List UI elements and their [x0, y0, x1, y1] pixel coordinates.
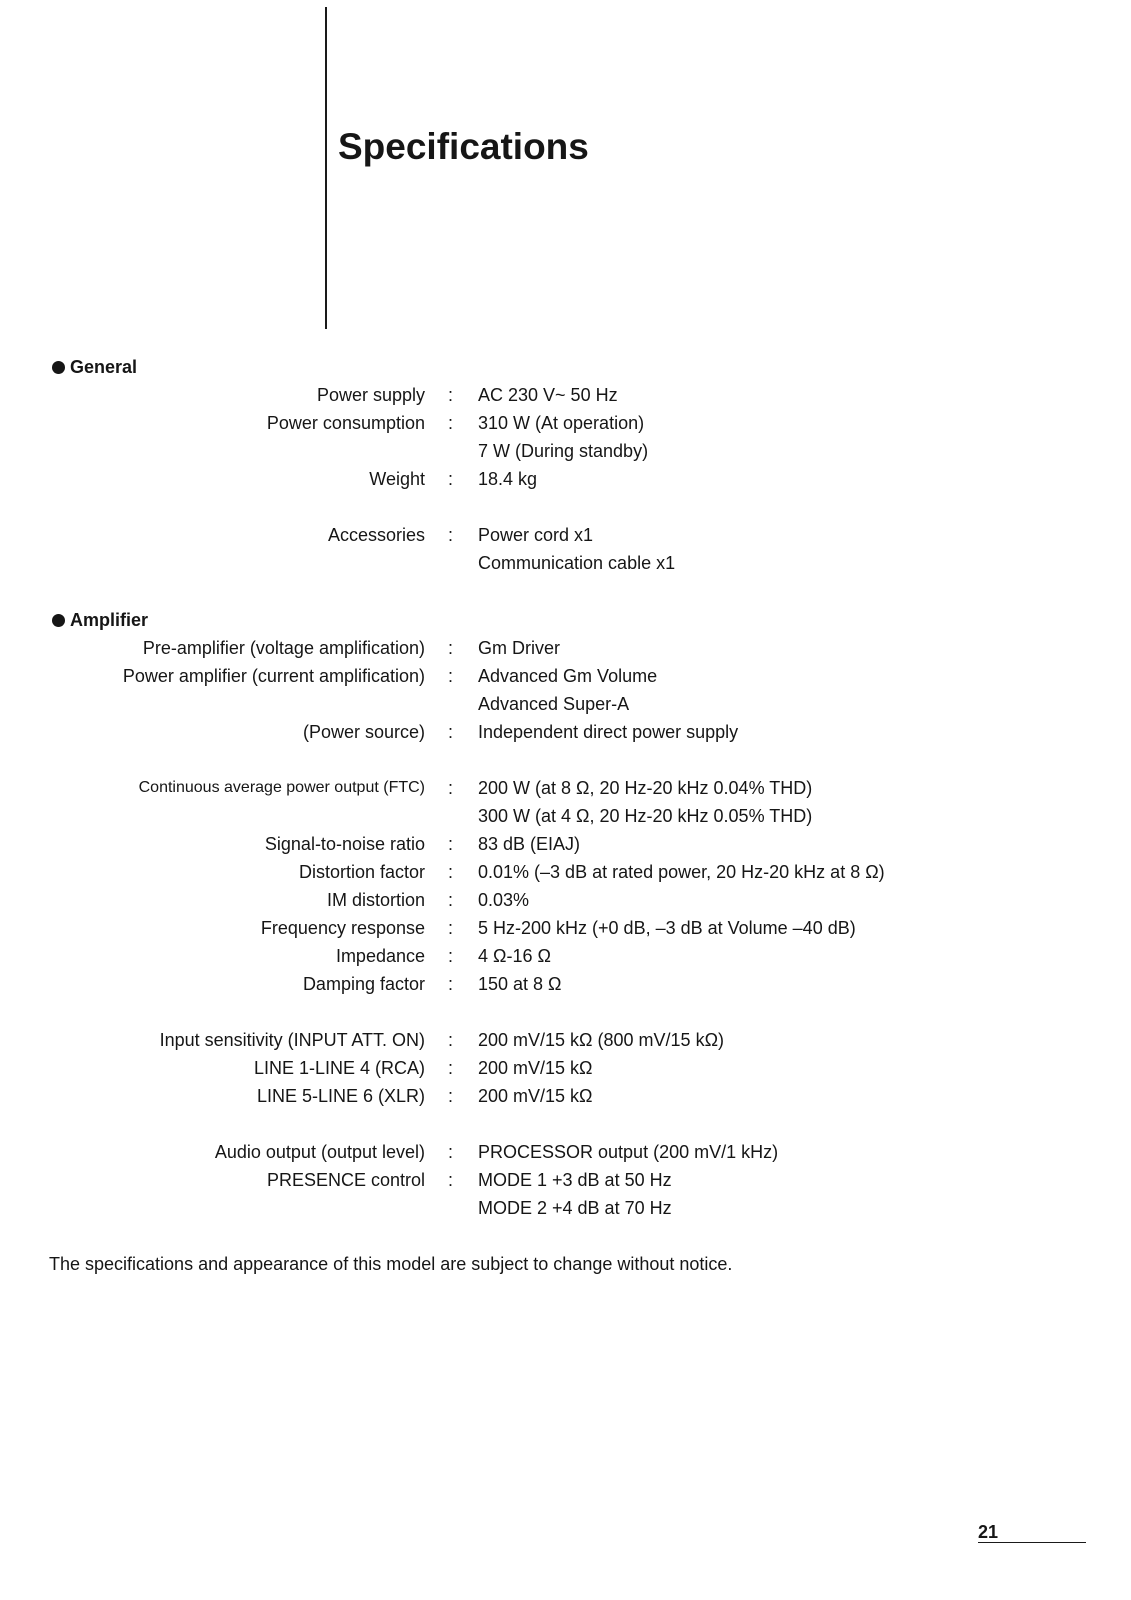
- spec-value: MODE 1 +3 dB at 50 Hz: [478, 1170, 672, 1190]
- spec-colon: :: [448, 834, 454, 854]
- spec-row-pre-amplifier: [0, 634, 1131, 662]
- spec-row-snr: [0, 830, 1131, 858]
- section-heading-general: [52, 356, 137, 378]
- spec-value: Independent direct power supply: [478, 722, 739, 742]
- spec-colon: :: [448, 974, 454, 994]
- spec-colon: :: [448, 1170, 454, 1190]
- spec-value: 0.03%: [478, 890, 530, 910]
- spec-label: Power consumption: [266, 413, 425, 433]
- spec-label: Power amplifier (current amplification): [122, 666, 425, 686]
- spec-label: Damping factor: [302, 974, 425, 994]
- spec-label: (Power source): [302, 722, 425, 742]
- spec-value: 200 mV/15 kΩ: [478, 1086, 593, 1106]
- spec-colon: :: [448, 525, 454, 545]
- spec-row-presence-control: [0, 1166, 1131, 1194]
- spec-colon: :: [448, 918, 454, 938]
- spec-label: Frequency response: [260, 918, 425, 938]
- spec-colon: :: [448, 666, 454, 686]
- spec-label: Power supply: [316, 385, 425, 405]
- spec-value: 0.01% (–3 dB at rated power, 20 Hz-20 kHz at 8 Ω): [478, 862, 885, 882]
- spec-label: IM distortion: [326, 890, 425, 910]
- spec-value: Advanced Gm Volume: [478, 666, 658, 686]
- spec-value: 4 Ω-16 Ω: [478, 946, 551, 966]
- spec-value: 200 W (at 8 Ω, 20 Hz-20 kHz 0.04% THD): [478, 778, 813, 798]
- page-number: 21: [978, 1522, 999, 1542]
- spec-label: Accessories: [327, 525, 425, 545]
- spec-row-line-xlr: [0, 1082, 1131, 1110]
- bullet-icon: [52, 361, 65, 374]
- section-heading-text: Amplifier: [70, 610, 149, 630]
- spec-value: 5 Hz-200 kHz (+0 dB, –3 dB at Volume –40 dB): [478, 918, 856, 938]
- spec-row-line-rca: [0, 1054, 1131, 1082]
- spec-row-power-source: [0, 718, 1131, 746]
- spec-label: Audio output (output level): [214, 1142, 425, 1162]
- spec-colon: :: [448, 862, 454, 882]
- spec-row-frequency-response: [0, 914, 1131, 942]
- spec-value: 200 mV/15 kΩ (800 mV/15 kΩ): [478, 1030, 725, 1050]
- spec-colon: :: [448, 778, 454, 798]
- spec-row-continuous-power-4ohm: [0, 802, 1131, 830]
- spec-value: 18.4 kg: [478, 469, 538, 489]
- page-number-rule: [978, 1542, 1086, 1543]
- spec-row-input-sensitivity: [0, 1026, 1131, 1054]
- spec-value: 300 W (at 4 Ω, 20 Hz-20 kHz 0.05% THD): [478, 806, 813, 826]
- spec-value: MODE 2 +4 dB at 70 Hz: [478, 1198, 672, 1218]
- page-title: Specifications: [338, 126, 589, 167]
- spec-colon: :: [448, 638, 454, 658]
- title-vertical-rule: [325, 7, 327, 329]
- spec-label: Input sensitivity (INPUT ATT. ON): [159, 1030, 425, 1050]
- spec-row-power-amplifier: [0, 662, 1131, 690]
- spec-label: Distortion factor: [298, 862, 425, 882]
- spec-row-im-distortion: [0, 886, 1131, 914]
- spec-row-power-amplifier-2: [0, 690, 1131, 718]
- spec-value: 150 at 8 Ω: [478, 974, 562, 994]
- section-heading-amplifier: [52, 609, 148, 631]
- spec-value: 7 W (During standby): [478, 441, 649, 461]
- spec-label: Pre-amplifier (voltage amplification): [142, 638, 425, 658]
- section-heading-text: General: [70, 357, 138, 377]
- spec-row-continuous-power: [0, 774, 1131, 802]
- spec-colon: :: [448, 890, 454, 910]
- spec-row-weight: [0, 465, 1131, 493]
- spec-colon: :: [448, 469, 454, 489]
- spec-colon: :: [448, 413, 454, 433]
- spec-label: Continuous average power output (FTC): [138, 779, 425, 796]
- spec-row-audio-output: [0, 1138, 1131, 1166]
- spec-label: Weight: [369, 469, 425, 489]
- spec-colon: :: [448, 946, 454, 966]
- spec-value: Power cord x1: [478, 525, 594, 545]
- spec-label: Signal-to-noise ratio: [264, 834, 425, 854]
- spec-label: Impedance: [335, 946, 425, 966]
- spec-label: LINE 1-LINE 4 (RCA): [253, 1058, 425, 1078]
- spec-row-damping-factor: [0, 970, 1131, 998]
- spec-colon: :: [448, 1058, 454, 1078]
- spec-value: 83 dB (EIAJ): [478, 834, 581, 854]
- spec-label: PRESENCE control: [266, 1170, 425, 1190]
- spec-value: AC 230 V~ 50 Hz: [478, 385, 618, 405]
- spec-value: 310 W (At operation): [478, 413, 645, 433]
- spec-row-accessories: [0, 521, 1131, 549]
- footnote: The specifications and appearance of this model are subject to change without notice.: [49, 1254, 733, 1274]
- spec-row-presence-mode2: [0, 1194, 1131, 1222]
- bullet-icon: [52, 614, 65, 627]
- spec-row-accessories-cable: [0, 549, 1131, 577]
- spec-value: Gm Driver: [478, 638, 560, 658]
- spec-row-power-consumption: [0, 409, 1131, 437]
- spec-colon: :: [448, 1030, 454, 1050]
- spec-colon: :: [448, 722, 454, 742]
- spec-value: Advanced Super-A: [478, 694, 630, 714]
- spec-colon: :: [448, 1142, 454, 1162]
- spec-value: PROCESSOR output (200 mV/1 kHz): [478, 1142, 779, 1162]
- spec-row-distortion-factor: [0, 858, 1131, 886]
- spec-row-power-consumption-standby: [0, 437, 1131, 465]
- spec-colon: :: [448, 385, 454, 405]
- spec-row-impedance: [0, 942, 1131, 970]
- spec-row-power-supply: [0, 381, 1131, 409]
- spec-value: 200 mV/15 kΩ: [478, 1058, 593, 1078]
- spec-colon: :: [448, 1086, 454, 1106]
- spec-value: Communication cable x1: [478, 553, 676, 573]
- spec-label: LINE 5-LINE 6 (XLR): [256, 1086, 425, 1106]
